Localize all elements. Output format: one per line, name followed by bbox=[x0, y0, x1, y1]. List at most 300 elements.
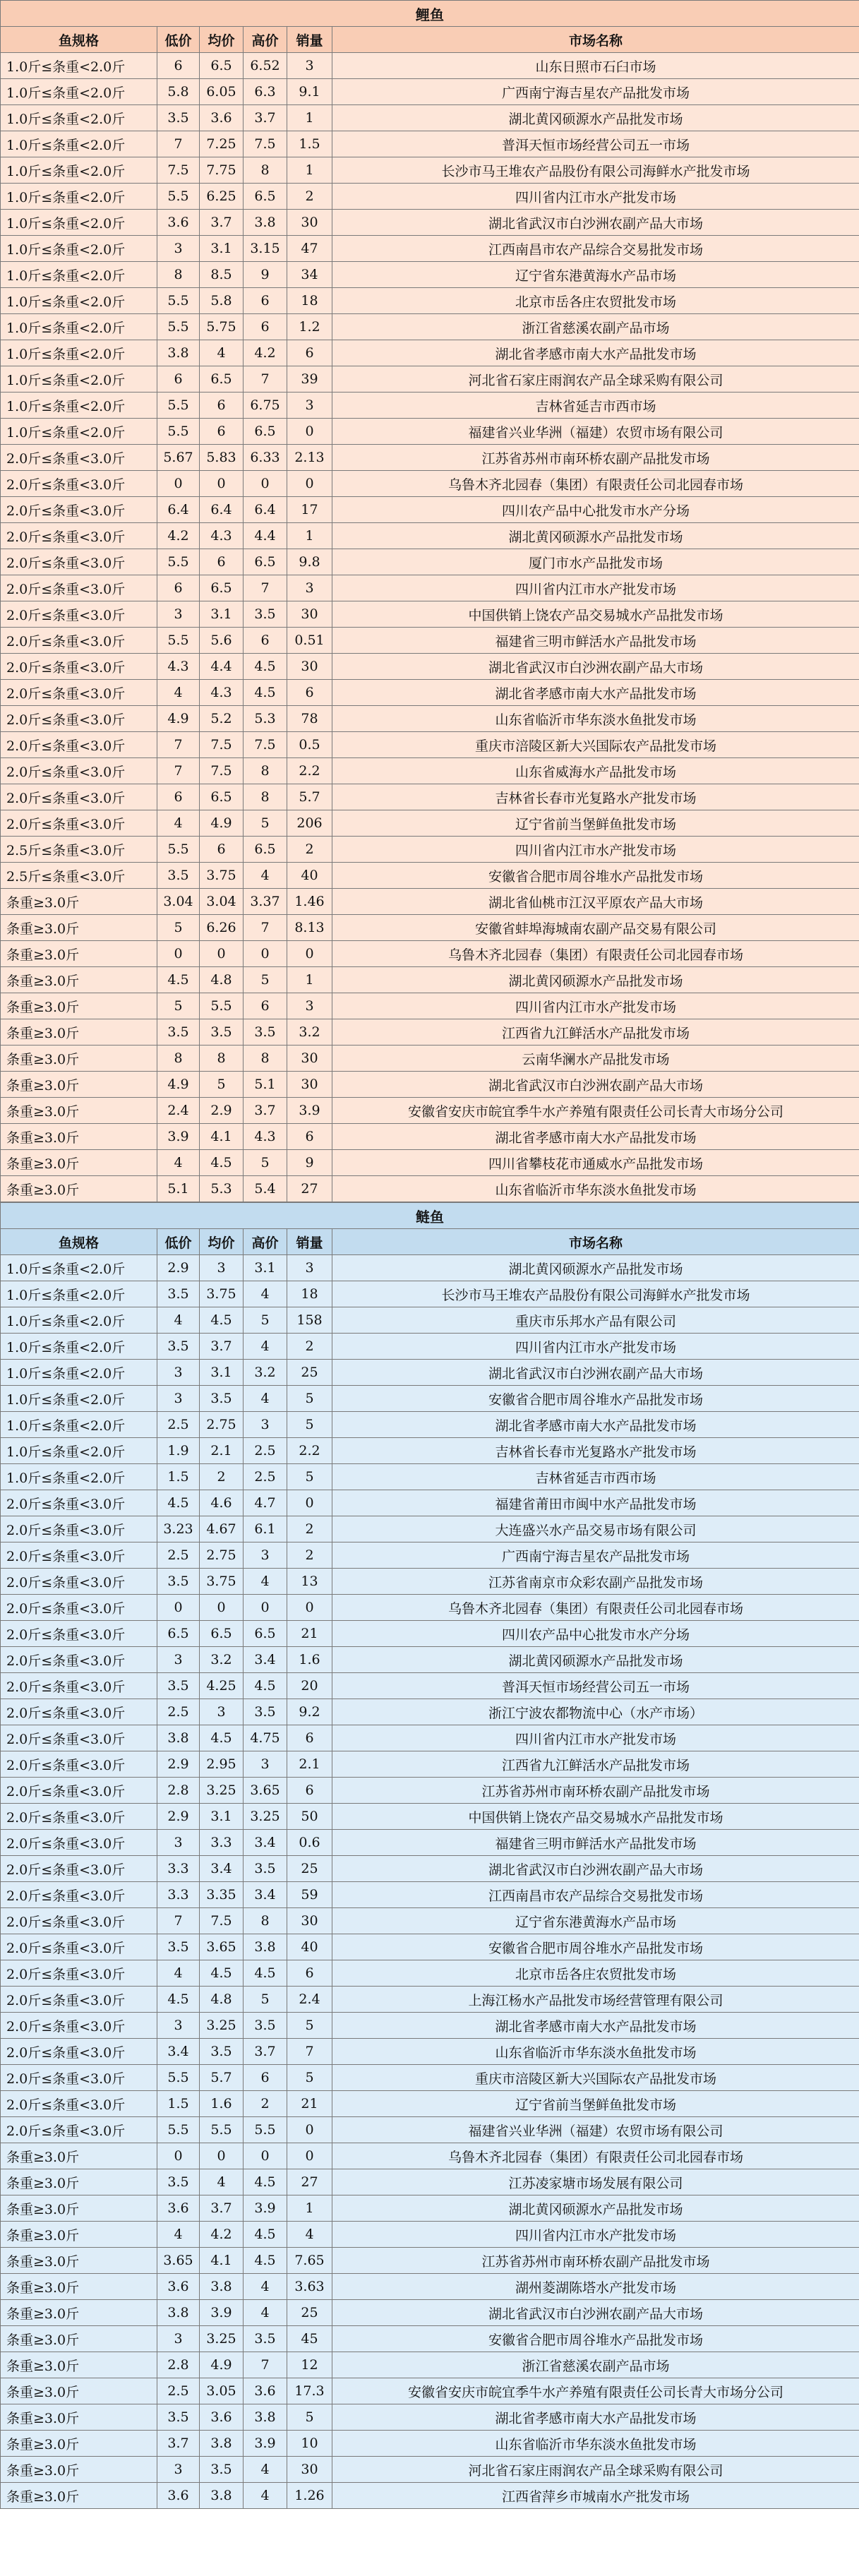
cell-sales-volume: 13 bbox=[287, 1569, 332, 1595]
cell-fish-spec: 条重≥3.0斤 bbox=[1, 1072, 157, 1098]
header-row bbox=[1, 1229, 859, 1255]
cell-high-price: 6.3 bbox=[244, 79, 287, 105]
cell-market-name: 浙江省慈溪农副产品市场 bbox=[332, 314, 859, 340]
cell-sales-volume: 1.5 bbox=[287, 131, 332, 157]
cell-sales-volume: 6 bbox=[287, 1960, 332, 1987]
cell-avg-price: 3.35 bbox=[200, 1882, 244, 1908]
cell-avg-price: 6.5 bbox=[200, 575, 244, 601]
cell-high-price: 3.8 bbox=[244, 1934, 287, 1960]
cell-low-price: 3.8 bbox=[157, 1725, 200, 1751]
cell-high-price: 4 bbox=[244, 2483, 287, 2509]
cell-avg-price: 3.05 bbox=[200, 2378, 244, 2404]
cell-high-price: 6.1 bbox=[244, 1516, 287, 1542]
cell-low-price: 3.6 bbox=[157, 2483, 200, 2509]
cell-market-name: 湖北省孝感市南大水产品批发市场 bbox=[332, 2404, 859, 2431]
cell-fish-spec: 1.0斤≤条重<2.0斤 bbox=[1, 1386, 157, 1412]
cell-avg-price: 3.25 bbox=[200, 2326, 244, 2352]
cell-avg-price: 3 bbox=[200, 1255, 244, 1281]
cell-sales-volume: 3 bbox=[287, 993, 332, 1019]
cell-sales-volume: 21 bbox=[287, 1621, 332, 1647]
table-row bbox=[1, 288, 859, 314]
table-row bbox=[1, 419, 859, 445]
cell-avg-price: 4.5 bbox=[200, 1150, 244, 1176]
cell-avg-price: 4.2 bbox=[200, 2222, 244, 2248]
cell-high-price: 4 bbox=[244, 863, 287, 889]
cell-high-price: 8 bbox=[244, 784, 287, 810]
cell-fish-spec: 条重≥3.0斤 bbox=[1, 941, 157, 967]
cell-sales-volume: 9.1 bbox=[287, 79, 332, 105]
cell-sales-volume: 30 bbox=[287, 2457, 332, 2483]
table-row bbox=[1, 1699, 859, 1725]
table-row bbox=[1, 1934, 859, 1960]
cell-high-price: 3.9 bbox=[244, 2431, 287, 2457]
cell-market-name: 辽宁省东港黄海水产品市场 bbox=[332, 262, 859, 288]
cell-market-name: 山东省威海水产品批发市场 bbox=[332, 758, 859, 784]
cell-market-name: 上海江杨水产品批发市场经营管理有限公司 bbox=[332, 1987, 859, 2013]
cell-avg-price: 4.5 bbox=[200, 1307, 244, 1334]
section-title: 鲤鱼 bbox=[1, 1, 859, 27]
cell-low-price: 3.5 bbox=[157, 1934, 200, 1960]
cell-low-price: 2.5 bbox=[157, 2378, 200, 2404]
cell-low-price: 5.5 bbox=[157, 2117, 200, 2143]
cell-high-price: 3.7 bbox=[244, 1098, 287, 1124]
cell-market-name: 四川省内江市水产批发市场 bbox=[332, 575, 859, 601]
table-row bbox=[1, 1778, 859, 1804]
cell-fish-spec: 1.0斤≤条重<2.0斤 bbox=[1, 53, 157, 79]
cell-market-name: 长沙市马王堆农产品股份有限公司海鲜水产批发市场 bbox=[332, 157, 859, 184]
cell-avg-price: 3.5 bbox=[200, 1386, 244, 1412]
cell-fish-spec: 条重≥3.0斤 bbox=[1, 1046, 157, 1072]
cell-sales-volume: 6 bbox=[287, 1778, 332, 1804]
cell-low-price: 3.5 bbox=[157, 1281, 200, 1307]
cell-high-price: 5 bbox=[244, 810, 287, 837]
cell-avg-price: 3.1 bbox=[200, 1804, 244, 1830]
header-low-price: 低价 bbox=[157, 27, 200, 53]
cell-fish-spec: 2.0斤≤条重<3.0斤 bbox=[1, 628, 157, 654]
cell-high-price: 3 bbox=[244, 1542, 287, 1569]
cell-sales-volume: 9 bbox=[287, 1150, 332, 1176]
cell-sales-volume: 9.2 bbox=[287, 1699, 332, 1725]
cell-low-price: 3.6 bbox=[157, 210, 200, 236]
cell-avg-price: 4.67 bbox=[200, 1516, 244, 1542]
cell-fish-spec: 2.0斤≤条重<3.0斤 bbox=[1, 1856, 157, 1882]
cell-market-name: 辽宁省前当堡鲜鱼批发市场 bbox=[332, 2091, 859, 2117]
cell-high-price: 3.37 bbox=[244, 889, 287, 915]
cell-sales-volume: 78 bbox=[287, 706, 332, 732]
cell-avg-price: 0 bbox=[200, 2143, 244, 2169]
cell-fish-spec: 2.0斤≤条重<3.0斤 bbox=[1, 523, 157, 549]
cell-sales-volume: 6 bbox=[287, 1124, 332, 1150]
cell-high-price: 7 bbox=[244, 366, 287, 393]
cell-avg-price: 7.5 bbox=[200, 732, 244, 758]
cell-high-price: 6.5 bbox=[244, 184, 287, 210]
cell-avg-price: 3.5 bbox=[200, 2039, 244, 2065]
cell-market-name: 安徽省合肥市周谷堆水产品批发市场 bbox=[332, 1386, 859, 1412]
cell-sales-volume: 40 bbox=[287, 863, 332, 889]
cell-low-price: 7 bbox=[157, 1908, 200, 1934]
cell-sales-volume: 47 bbox=[287, 236, 332, 262]
section-title-row bbox=[1, 1203, 859, 1229]
cell-high-price: 3 bbox=[244, 1751, 287, 1778]
table-row bbox=[1, 2248, 859, 2274]
table-row bbox=[1, 1804, 859, 1830]
cell-fish-spec: 条重≥3.0斤 bbox=[1, 2378, 157, 2404]
cell-low-price: 0 bbox=[157, 1595, 200, 1621]
table-row bbox=[1, 523, 859, 549]
cell-sales-volume: 7.65 bbox=[287, 2248, 332, 2274]
cell-sales-volume: 2 bbox=[287, 1542, 332, 1569]
cell-fish-spec: 条重≥3.0斤 bbox=[1, 2326, 157, 2352]
cell-market-name: 长沙市马王堆农产品股份有限公司海鲜水产批发市场 bbox=[332, 1281, 859, 1307]
cell-avg-price: 3.8 bbox=[200, 2483, 244, 2509]
cell-low-price: 2.9 bbox=[157, 1255, 200, 1281]
cell-low-price: 3 bbox=[157, 2457, 200, 2483]
cell-avg-price: 3 bbox=[200, 1699, 244, 1725]
cell-avg-price: 7.25 bbox=[200, 131, 244, 157]
cell-low-price: 4.9 bbox=[157, 1072, 200, 1098]
table-row bbox=[1, 810, 859, 837]
cell-sales-volume: 5 bbox=[287, 1412, 332, 1438]
cell-fish-spec: 条重≥3.0斤 bbox=[1, 993, 157, 1019]
cell-low-price: 7.5 bbox=[157, 157, 200, 184]
cell-low-price: 0 bbox=[157, 941, 200, 967]
cell-sales-volume: 9.8 bbox=[287, 549, 332, 575]
cell-avg-price: 7.5 bbox=[200, 758, 244, 784]
cell-market-name: 湖北黄冈硕源水产品批发市场 bbox=[332, 2195, 859, 2222]
cell-fish-spec: 条重≥3.0斤 bbox=[1, 1150, 157, 1176]
cell-fish-spec: 条重≥3.0斤 bbox=[1, 2457, 157, 2483]
cell-low-price: 5.5 bbox=[157, 2065, 200, 2091]
cell-sales-volume: 50 bbox=[287, 1804, 332, 1830]
cell-fish-spec: 1.0斤≤条重<2.0斤 bbox=[1, 157, 157, 184]
cell-low-price: 5.5 bbox=[157, 288, 200, 314]
table-row bbox=[1, 680, 859, 706]
cell-high-price: 3 bbox=[244, 1412, 287, 1438]
table-row bbox=[1, 1072, 859, 1098]
cell-high-price: 5 bbox=[244, 967, 287, 993]
cell-avg-price: 1.6 bbox=[200, 2091, 244, 2117]
cell-fish-spec: 1.0斤≤条重<2.0斤 bbox=[1, 419, 157, 445]
cell-sales-volume: 3 bbox=[287, 1255, 332, 1281]
header-low-price: 低价 bbox=[157, 1229, 200, 1255]
cell-high-price: 5 bbox=[244, 1307, 287, 1334]
cell-low-price: 4.9 bbox=[157, 706, 200, 732]
cell-high-price: 4.5 bbox=[244, 1673, 287, 1699]
table-row bbox=[1, 1908, 859, 1934]
cell-avg-price: 3.65 bbox=[200, 1934, 244, 1960]
cell-low-price: 3.8 bbox=[157, 340, 200, 366]
table-row bbox=[1, 2404, 859, 2431]
cell-high-price: 6 bbox=[244, 2065, 287, 2091]
cell-sales-volume: 10 bbox=[287, 2431, 332, 2457]
cell-fish-spec: 2.0斤≤条重<3.0斤 bbox=[1, 1830, 157, 1856]
cell-high-price: 4 bbox=[244, 1281, 287, 1307]
cell-fish-spec: 1.0斤≤条重<2.0斤 bbox=[1, 210, 157, 236]
cell-market-name: 福建省兴业华洲（福建）农贸市场有限公司 bbox=[332, 419, 859, 445]
cell-avg-price: 3.1 bbox=[200, 1360, 244, 1386]
cell-high-price: 4 bbox=[244, 2300, 287, 2326]
cell-market-name: 湖北省武汉市白沙洲农副产品大市场 bbox=[332, 654, 859, 680]
cell-sales-volume: 12 bbox=[287, 2352, 332, 2378]
cell-avg-price: 4.8 bbox=[200, 967, 244, 993]
table-row bbox=[1, 2274, 859, 2300]
cell-high-price: 3.65 bbox=[244, 1778, 287, 1804]
cell-low-price: 3 bbox=[157, 601, 200, 628]
cell-high-price: 8 bbox=[244, 1908, 287, 1934]
cell-high-price: 7 bbox=[244, 575, 287, 601]
table-row bbox=[1, 941, 859, 967]
cell-avg-price: 7.75 bbox=[200, 157, 244, 184]
cell-avg-price: 4.3 bbox=[200, 680, 244, 706]
cell-fish-spec: 2.0斤≤条重<3.0斤 bbox=[1, 1595, 157, 1621]
cell-low-price: 2.8 bbox=[157, 2352, 200, 2378]
table-row bbox=[1, 654, 859, 680]
cell-market-name: 湖北黄冈硕源水产品批发市场 bbox=[332, 523, 859, 549]
cell-avg-price: 3.75 bbox=[200, 1569, 244, 1595]
cell-low-price: 0 bbox=[157, 2143, 200, 2169]
cell-low-price: 2.8 bbox=[157, 1778, 200, 1804]
cell-sales-volume: 8.13 bbox=[287, 915, 332, 941]
cell-fish-spec: 2.0斤≤条重<3.0斤 bbox=[1, 1987, 157, 2013]
cell-avg-price: 6.5 bbox=[200, 784, 244, 810]
cell-sales-volume: 1.6 bbox=[287, 1647, 332, 1673]
cell-sales-volume: 5 bbox=[287, 1386, 332, 1412]
cell-fish-spec: 1.0斤≤条重<2.0斤 bbox=[1, 262, 157, 288]
cell-low-price: 4 bbox=[157, 1307, 200, 1334]
cell-low-price: 3.5 bbox=[157, 2169, 200, 2195]
cell-high-price: 9 bbox=[244, 262, 287, 288]
cell-low-price: 3.04 bbox=[157, 889, 200, 915]
cell-high-price: 3.5 bbox=[244, 2326, 287, 2352]
cell-high-price: 3.7 bbox=[244, 105, 287, 131]
cell-low-price: 5.5 bbox=[157, 549, 200, 575]
cell-market-name: 乌鲁木齐北园春（集团）有限责任公司北园春市场 bbox=[332, 941, 859, 967]
cell-avg-price: 3.5 bbox=[200, 1019, 244, 1046]
table-row bbox=[1, 1647, 859, 1673]
cell-high-price: 6 bbox=[244, 628, 287, 654]
cell-avg-price: 6.05 bbox=[200, 79, 244, 105]
table-row bbox=[1, 1987, 859, 2013]
cell-low-price: 3.5 bbox=[157, 1569, 200, 1595]
cell-avg-price: 3.3 bbox=[200, 1830, 244, 1856]
cell-sales-volume: 6 bbox=[287, 340, 332, 366]
cell-avg-price: 6 bbox=[200, 549, 244, 575]
cell-avg-price: 6.25 bbox=[200, 184, 244, 210]
cell-high-price: 6.75 bbox=[244, 393, 287, 419]
cell-sales-volume: 158 bbox=[287, 1307, 332, 1334]
table-row bbox=[1, 889, 859, 915]
table-row bbox=[1, 2457, 859, 2483]
cell-avg-price: 0 bbox=[200, 471, 244, 497]
header-high-price: 高价 bbox=[244, 1229, 287, 1255]
cell-sales-volume: 3.2 bbox=[287, 1019, 332, 1046]
cell-market-name: 江西南昌市农产品综合交易批发市场 bbox=[332, 1882, 859, 1908]
cell-high-price: 6.5 bbox=[244, 549, 287, 575]
table-row bbox=[1, 2039, 859, 2065]
cell-fish-spec: 1.0斤≤条重<2.0斤 bbox=[1, 236, 157, 262]
cell-market-name: 辽宁省东港黄海水产品市场 bbox=[332, 1908, 859, 1934]
cell-fish-spec: 2.0斤≤条重<3.0斤 bbox=[1, 732, 157, 758]
cell-sales-volume: 1.2 bbox=[287, 314, 332, 340]
cell-market-name: 四川省内江市水产批发市场 bbox=[332, 184, 859, 210]
cell-avg-price: 3.1 bbox=[200, 236, 244, 262]
cell-high-price: 0 bbox=[244, 941, 287, 967]
cell-low-price: 2.5 bbox=[157, 1412, 200, 1438]
cell-high-price: 4.3 bbox=[244, 1124, 287, 1150]
cell-fish-spec: 2.0斤≤条重<3.0斤 bbox=[1, 1751, 157, 1778]
cell-high-price: 4 bbox=[244, 2274, 287, 2300]
cell-sales-volume: 18 bbox=[287, 1281, 332, 1307]
cell-low-price: 7 bbox=[157, 131, 200, 157]
cell-sales-volume: 0 bbox=[287, 2117, 332, 2143]
cell-market-name: 湖北省孝感市南大水产品批发市场 bbox=[332, 1124, 859, 1150]
cell-low-price: 6 bbox=[157, 784, 200, 810]
cell-avg-price: 2 bbox=[200, 1464, 244, 1490]
cell-market-name: 湖北黄冈硕源水产品批发市场 bbox=[332, 967, 859, 993]
cell-avg-price: 4.6 bbox=[200, 1490, 244, 1516]
cell-avg-price: 4.5 bbox=[200, 1725, 244, 1751]
cell-market-name: 四川省内江市水产批发市场 bbox=[332, 837, 859, 863]
cell-sales-volume: 3.9 bbox=[287, 1098, 332, 1124]
table-row bbox=[1, 1360, 859, 1386]
cell-fish-spec: 1.0斤≤条重<2.0斤 bbox=[1, 393, 157, 419]
cell-sales-volume: 1.46 bbox=[287, 889, 332, 915]
header-avg-price: 均价 bbox=[200, 27, 244, 53]
cell-high-price: 3.5 bbox=[244, 1856, 287, 1882]
cell-sales-volume: 17 bbox=[287, 497, 332, 523]
cell-market-name: 普洱天恒市场经营公司五一市场 bbox=[332, 131, 859, 157]
cell-sales-volume: 0 bbox=[287, 1595, 332, 1621]
cell-high-price: 6.5 bbox=[244, 419, 287, 445]
cell-market-name: 安徽省安庆市皖宜季牛水产养殖有限责任公司长青大市场分公司 bbox=[332, 1098, 859, 1124]
cell-low-price: 5.5 bbox=[157, 419, 200, 445]
cell-high-price: 4 bbox=[244, 1386, 287, 1412]
table-row bbox=[1, 2222, 859, 2248]
cell-low-price: 3 bbox=[157, 2326, 200, 2352]
cell-sales-volume: 0 bbox=[287, 419, 332, 445]
cell-high-price: 4 bbox=[244, 1569, 287, 1595]
cell-fish-spec: 条重≥3.0斤 bbox=[1, 2274, 157, 2300]
cell-high-price: 8 bbox=[244, 758, 287, 784]
table-row bbox=[1, 2378, 859, 2404]
cell-sales-volume: 4 bbox=[287, 2222, 332, 2248]
cell-low-price: 3.5 bbox=[157, 1334, 200, 1360]
table-row bbox=[1, 210, 859, 236]
cell-fish-spec: 2.0斤≤条重<3.0斤 bbox=[1, 1882, 157, 1908]
header-sales-volume: 销量 bbox=[287, 1229, 332, 1255]
cell-high-price: 3.5 bbox=[244, 1019, 287, 1046]
cell-low-price: 4.5 bbox=[157, 1987, 200, 2013]
cell-avg-price: 6 bbox=[200, 837, 244, 863]
cell-fish-spec: 1.0斤≤条重<2.0斤 bbox=[1, 1438, 157, 1464]
cell-fish-spec: 2.0斤≤条重<3.0斤 bbox=[1, 2013, 157, 2039]
cell-low-price: 5.5 bbox=[157, 837, 200, 863]
cell-market-name: 吉林省延吉市西市场 bbox=[332, 1464, 859, 1490]
cell-avg-price: 6 bbox=[200, 393, 244, 419]
cell-fish-spec: 1.0斤≤条重<2.0斤 bbox=[1, 1255, 157, 1281]
cell-sales-volume: 0.6 bbox=[287, 1830, 332, 1856]
cell-high-price: 0 bbox=[244, 2143, 287, 2169]
cell-high-price: 5.1 bbox=[244, 1072, 287, 1098]
cell-fish-spec: 1.0斤≤条重<2.0斤 bbox=[1, 79, 157, 105]
cell-high-price: 4.5 bbox=[244, 2169, 287, 2195]
cell-sales-volume: 2.13 bbox=[287, 445, 332, 471]
cell-market-name: 北京市岳各庄农贸批发市场 bbox=[332, 288, 859, 314]
cell-fish-spec: 2.0斤≤条重<3.0斤 bbox=[1, 810, 157, 837]
cell-fish-spec: 2.0斤≤条重<3.0斤 bbox=[1, 1542, 157, 1569]
cell-high-price: 4.4 bbox=[244, 523, 287, 549]
table-row bbox=[1, 1307, 859, 1334]
cell-low-price: 2.5 bbox=[157, 1699, 200, 1725]
cell-avg-price: 8.5 bbox=[200, 262, 244, 288]
cell-market-name: 重庆市涪陵区新大兴国际农产品批发市场 bbox=[332, 732, 859, 758]
cell-fish-spec: 1.0斤≤条重<2.0斤 bbox=[1, 288, 157, 314]
cell-high-price: 3.4 bbox=[244, 1882, 287, 1908]
cell-avg-price: 2.9 bbox=[200, 1098, 244, 1124]
cell-low-price: 5.67 bbox=[157, 445, 200, 471]
cell-fish-spec: 条重≥3.0斤 bbox=[1, 2248, 157, 2274]
section-title: 鲢鱼 bbox=[1, 1203, 859, 1229]
cell-high-price: 3.8 bbox=[244, 210, 287, 236]
cell-avg-price: 6.26 bbox=[200, 915, 244, 941]
table-row bbox=[1, 1830, 859, 1856]
cell-market-name: 江苏省苏州市南环桥农副产品批发市场 bbox=[332, 1778, 859, 1804]
cell-fish-spec: 1.0斤≤条重<2.0斤 bbox=[1, 184, 157, 210]
table-row bbox=[1, 105, 859, 131]
cell-high-price: 3.15 bbox=[244, 236, 287, 262]
table-row bbox=[1, 1386, 859, 1412]
cell-sales-volume: 30 bbox=[287, 1908, 332, 1934]
cell-market-name: 湖北省孝感市南大水产品批发市场 bbox=[332, 680, 859, 706]
cell-fish-spec: 条重≥3.0斤 bbox=[1, 889, 157, 915]
cell-fish-spec: 2.0斤≤条重<3.0斤 bbox=[1, 1725, 157, 1751]
cell-high-price: 7 bbox=[244, 2352, 287, 2378]
cell-fish-spec: 2.0斤≤条重<3.0斤 bbox=[1, 1804, 157, 1830]
cell-high-price: 4 bbox=[244, 1334, 287, 1360]
cell-fish-spec: 条重≥3.0斤 bbox=[1, 2352, 157, 2378]
cell-avg-price: 5.7 bbox=[200, 2065, 244, 2091]
table-row bbox=[1, 445, 859, 471]
cell-high-price: 4 bbox=[244, 2457, 287, 2483]
cell-market-name: 吉林省延吉市西市场 bbox=[332, 393, 859, 419]
cell-sales-volume: 2 bbox=[287, 1334, 332, 1360]
cell-market-name: 湖北省武汉市白沙洲农副产品大市场 bbox=[332, 2300, 859, 2326]
cell-market-name: 福建省三明市鲜活水产品批发市场 bbox=[332, 628, 859, 654]
cell-market-name: 安徽省合肥市周谷堆水产品批发市场 bbox=[332, 863, 859, 889]
cell-fish-spec: 2.0斤≤条重<3.0斤 bbox=[1, 1569, 157, 1595]
cell-market-name: 四川省内江市水产批发市场 bbox=[332, 2222, 859, 2248]
cell-avg-price: 5.75 bbox=[200, 314, 244, 340]
table-row bbox=[1, 2352, 859, 2378]
cell-market-name: 四川省攀枝花市通威水产品批发市场 bbox=[332, 1150, 859, 1176]
cell-low-price: 3.3 bbox=[157, 1856, 200, 1882]
cell-market-name: 山东省临沂市华东淡水鱼批发市场 bbox=[332, 706, 859, 732]
cell-market-name: 湖北省武汉市白沙洲农副产品大市场 bbox=[332, 1072, 859, 1098]
cell-sales-volume: 27 bbox=[287, 2169, 332, 2195]
table-row bbox=[1, 2065, 859, 2091]
cell-high-price: 3.1 bbox=[244, 1255, 287, 1281]
table-row bbox=[1, 2195, 859, 2222]
cell-sales-volume: 20 bbox=[287, 1673, 332, 1699]
table-row bbox=[1, 2169, 859, 2195]
cell-avg-price: 2.95 bbox=[200, 1751, 244, 1778]
table-row bbox=[1, 2143, 859, 2169]
cell-high-price: 0 bbox=[244, 1595, 287, 1621]
cell-market-name: 四川省内江市水产批发市场 bbox=[332, 993, 859, 1019]
cell-low-price: 4.5 bbox=[157, 967, 200, 993]
cell-high-price: 6.4 bbox=[244, 497, 287, 523]
cell-high-price: 3.25 bbox=[244, 1804, 287, 1830]
